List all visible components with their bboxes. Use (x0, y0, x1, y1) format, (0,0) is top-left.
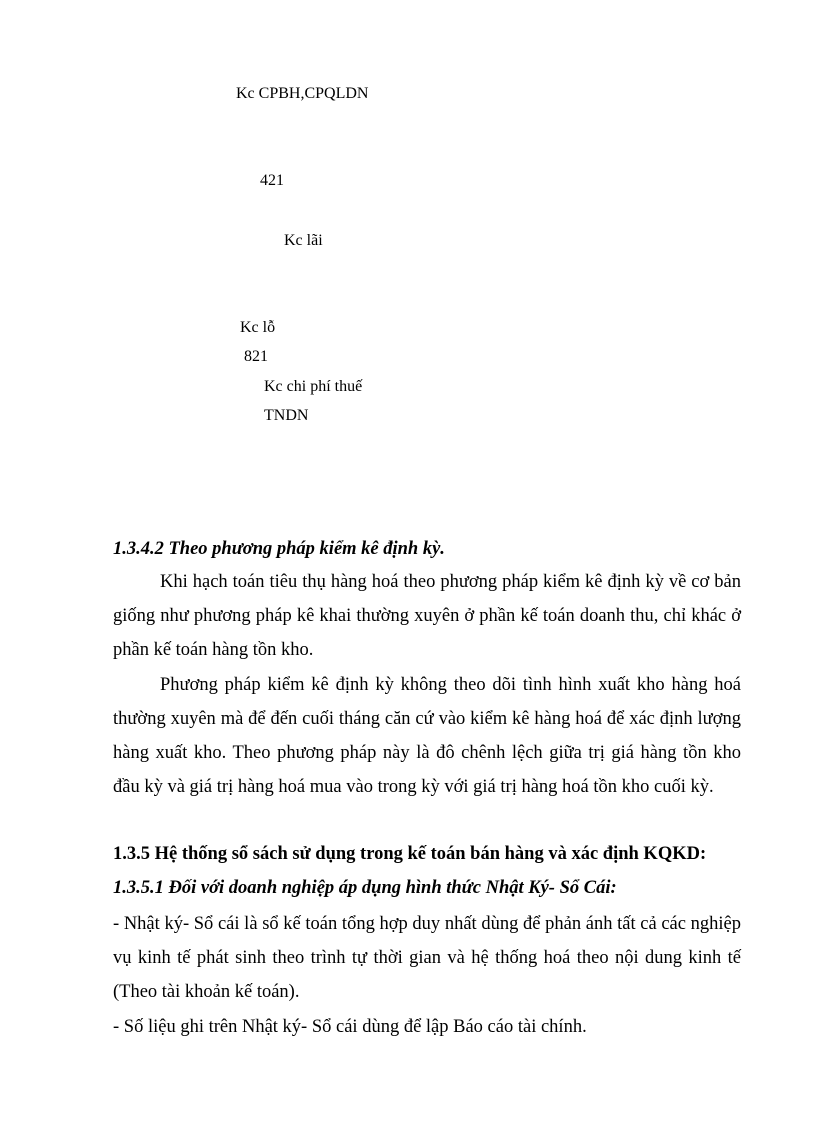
diagram-label-kc-lai: Kc lãi (284, 232, 323, 249)
paragraph-1342-1: Khi hạch toán tiêu thụ hàng hoá theo phương pháp kiểm kê định kỳ về cơ bản giống như phương pháp kê khai thường xuyên ở phần kế toán doanh thu, chỉ khác ở phần kế toán hàng tồn kho. (113, 572, 741, 660)
diagram-label-kc-chi-phi-thue: Kc chi phí thuế (264, 378, 363, 395)
paragraph-135-bullet-2: - Số liệu ghi trên Nhật ký- Sổ cái dùng để lập Báo cáo tài chính. (113, 1017, 587, 1037)
diagram-label-kc-cpbh: Kc CPBH,CPQLDN (236, 85, 369, 102)
diagram-label-kc-lo: Kc lỗ (240, 319, 276, 336)
diagram-account-821: 821 (244, 348, 268, 365)
section-heading-1342: 1.3.4.2 Theo phương pháp kiểm kê định kỳ. (113, 539, 445, 559)
section-heading-1351: 1.3.5.1 Đối với doanh nghiệp áp dụng hình thức Nhật Ký- Sổ Cái: (113, 878, 617, 898)
paragraph-135-bullet-1: - Nhật ký- Sổ cái là sổ kế toán tổng hợp duy nhất dùng để phản ánh tất cả các nghiệp vụ kinh tế phát sinh theo trình tự thời gian và hệ thống hoá theo nội dung kinh tế (Theo tài khoản kế toán). (113, 914, 741, 1002)
paragraph-1342-2: Phương pháp kiểm kê định kỳ không theo dõi tình hình xuất kho hàng hoá thường xuyên mà để đến cuối tháng căn cứ vào kiểm kê hàng hoá để xác định lượng hàng xuất kho. Theo phương pháp này là đô chênh lệch giữa trị giá hàng tồn kho đầu kỳ và giá trị hàng hoá mua vào trong kỳ với giá trị hàng hoá tồn kho cuối kỳ. (113, 675, 741, 797)
diagram-label-tndn: TNDN (264, 407, 309, 424)
section-heading-135: 1.3.5 Hệ thống sổ sách sử dụng trong kế toán bán hàng và xác định KQKD: (113, 844, 707, 864)
diagram-account-421: 421 (260, 172, 284, 189)
